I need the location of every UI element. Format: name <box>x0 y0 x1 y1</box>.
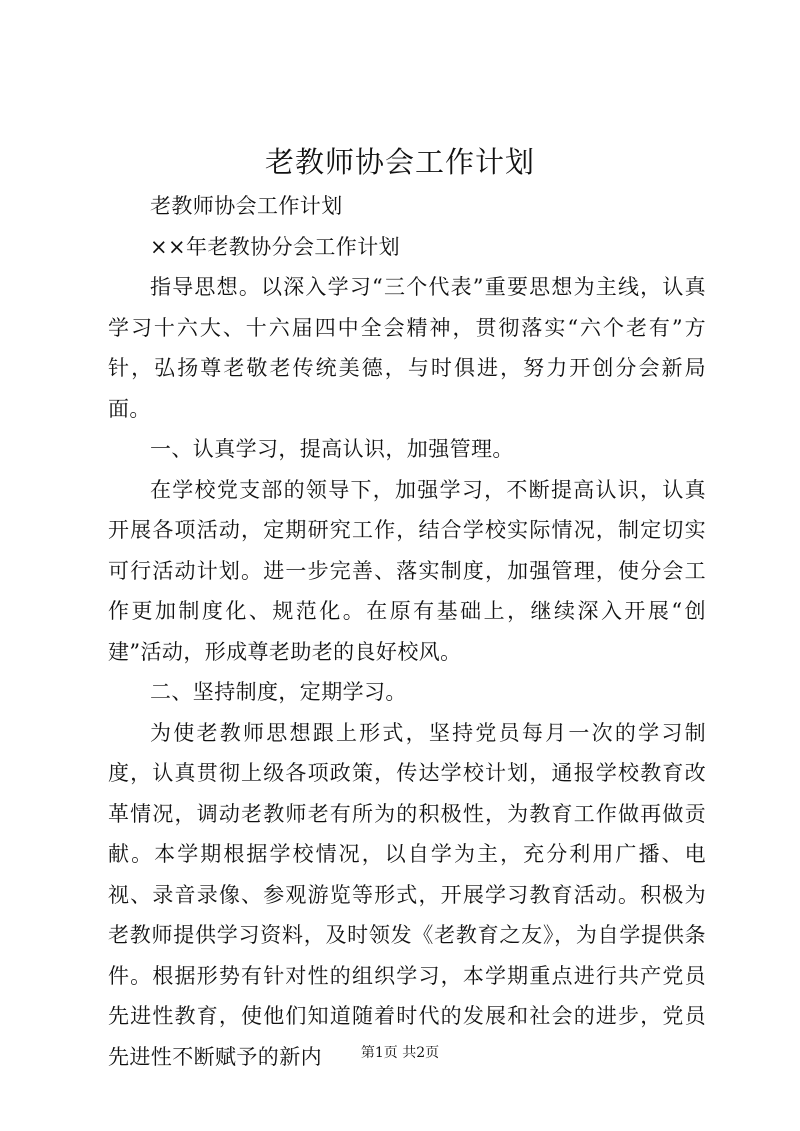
section-heading-1: 一、认真学习，提高认识，加强管理。 <box>150 437 514 461</box>
page-number-footer: 第1页 共2页 <box>360 1045 440 1061</box>
paragraph-section-2: 为使老教师思想跟上形式，坚持党员每月一次的学习制度，认真贯彻上级各项政策，传达学校计划，通报学校教育改革情况，调动老教师老有所为的积极性，为教育工作做再做贡献。本学期根据学校情况，以自学为主，充分利用广播、电视、录音录像、参观游览等形式，开展学习教育活动。积极为老教师提供学习资料，及时领发《老教育之友》，为自学提供条件。根据形势有针对性的组织学习，本学期重点进行共产党员先进性教育，使他们知道随着时代的发展和社会的进步，党员先进性不断赋予的新内 <box>108 720 706 1069</box>
paragraph-subtitle: 老教师协会工作计划 <box>150 194 343 218</box>
paragraph-plan-title: ××年老教协分会工作计划 <box>150 234 400 259</box>
paragraph-section-1: 在学校党支部的领导下，加强学习，不断提高认识，认真开展各项活动，定期研究工作，结合学校实际情况，制定切实可行活动计划。进一步完善、落实制度，加强管理，使分会工作更加制度化、规范化。在原有基础上，继续深入开展“创建”活动，形成尊老助老的良好校风。 <box>108 477 706 664</box>
paragraph-guiding-thought: 指导思想。以深入学习“三个代表”重要思想为主线，认真学习十六大、十六届四中全会精神，贯彻落实“六个老有”方针，弘扬尊老敬老传统美德，与时俱进，努力开创分会新局面。 <box>108 275 706 421</box>
document-body <box>108 186 706 1077</box>
document-title: 老教师协会工作计划 <box>264 145 535 179</box>
section-heading-2: 二、坚持制度，定期学习。 <box>150 680 407 704</box>
